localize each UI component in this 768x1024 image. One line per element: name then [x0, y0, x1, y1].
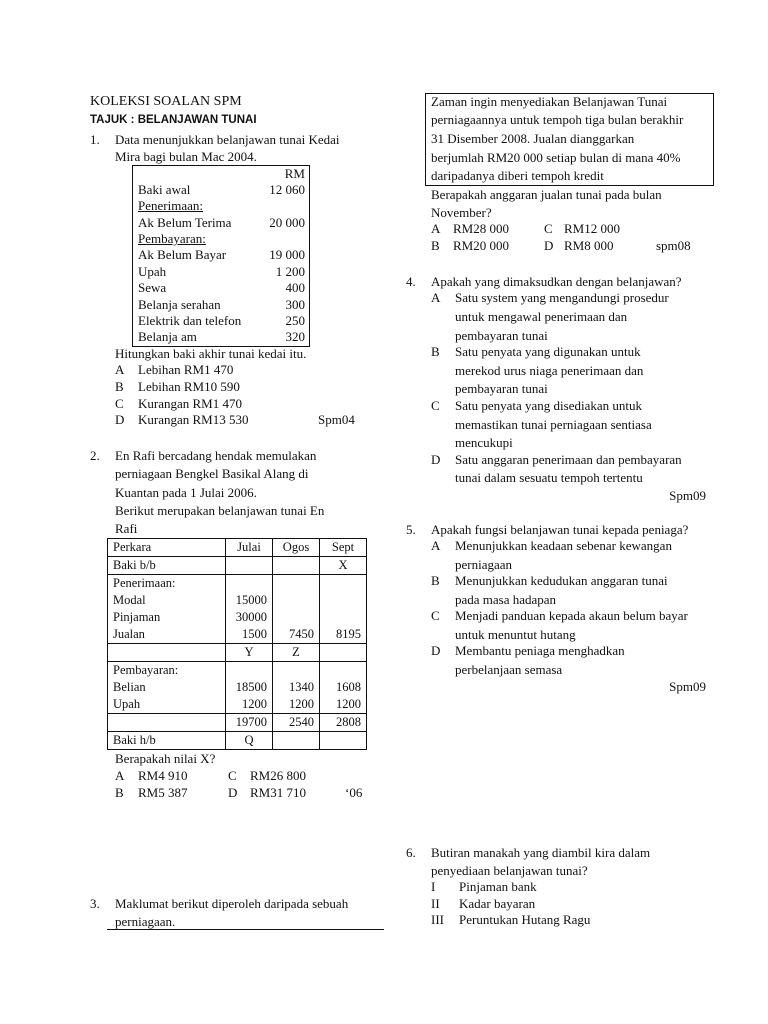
q1-row-label: Sewa [138, 280, 167, 295]
q1-option-text: Kurangan RM1 470 [138, 396, 242, 411]
q3-option-text: RM8 000 [564, 238, 614, 253]
table-cell: Baki h/b [108, 732, 226, 750]
table-cell [226, 575, 273, 593]
table-cell [320, 732, 367, 750]
q6-text: penyediaan belanjawan tunai? [431, 863, 588, 878]
q5-option-letter: A [431, 538, 441, 553]
q1-unit: RM [284, 166, 305, 181]
table-cell: X [320, 557, 367, 575]
q3-option-text: RM12 000 [564, 221, 620, 236]
q3-question: November? [431, 205, 492, 220]
q4-option-text: Satu penyata yang digunakan untuk [455, 344, 641, 359]
q1-row-value: 20 000 [269, 215, 305, 230]
q3-option-letter: C [544, 221, 553, 236]
q3-number: 3. [90, 896, 100, 911]
q1-row-value: 300 [285, 297, 305, 312]
q2-text: Kuantan pada 1 Julai 2006. [115, 485, 257, 500]
table-header: Perkara [108, 539, 226, 557]
q5-option-letter: B [431, 573, 440, 588]
topic-heading: TAJUK : BELANJAWAN TUNAI [90, 114, 257, 126]
table-cell: 19700 [226, 714, 273, 732]
q1-number: 1. [90, 132, 100, 147]
q3-option-text: RM28 000 [453, 221, 509, 236]
q5-question: Apakah fungsi belanjawan tunai kepada peniaga? [431, 522, 689, 537]
q5-source: Spm09 [669, 679, 706, 694]
q3-option-text: RM20 000 [453, 238, 509, 253]
q6-text: Butiran manakah yang diambil kira dalam [431, 845, 651, 860]
q1-row-label: Upah [138, 264, 167, 279]
q4-option-text: memastikan tunai perniagaan sentiasa [455, 417, 652, 432]
table-row [108, 732, 367, 750]
table-cell [273, 592, 320, 609]
table-row [108, 557, 367, 575]
table-cell [226, 662, 273, 680]
q2-option-letter: D [228, 785, 238, 800]
table-cell: Pembayaran: [108, 662, 226, 680]
q2-text: perniagaan Bengkel Basikal Alang di [115, 466, 309, 481]
q1-option-letter: C [115, 396, 124, 411]
q5-option-text: Menunjukkan keadaan sebenar kewangan [455, 538, 672, 553]
q6-item-text: Pinjaman bank [459, 879, 537, 894]
q3-box-text: daripadanya diberi tempoh kredit [431, 168, 604, 183]
q5-option-text: perbelanjaan semasa [455, 662, 563, 677]
table-cell [320, 644, 367, 662]
q4-option-text: tunai dalam sesuatu tempoh tertentu [455, 470, 643, 485]
table-cell: 7450 [273, 626, 320, 644]
table-cell: Jualan [108, 626, 226, 644]
q1-source: Spm04 [318, 412, 355, 427]
q3-box-text: perniagaannya untuk tempoh tiga bulan berakhir [431, 112, 684, 127]
q4-option-text: Satu anggaran penerimaan dan pembayaran [455, 452, 682, 467]
table-cell: 1500 [226, 626, 273, 644]
q2-option-letter: C [228, 768, 237, 783]
q1-row-value: 12 060 [269, 182, 305, 197]
q1-option-letter: A [115, 362, 125, 377]
q1-row-label: Penerimaan: [138, 198, 203, 213]
table-cell: Modal [108, 592, 226, 609]
table-cell: 1340 [273, 679, 320, 696]
table-row [108, 714, 367, 732]
table-cell [273, 662, 320, 680]
q4-option-letter: B [431, 344, 440, 359]
q5-option-text: perniagaan [455, 557, 513, 572]
table-cell [108, 714, 226, 732]
q1-option-text: Lebihan RM10 590 [138, 379, 240, 394]
q3-option-letter: D [544, 238, 554, 253]
table-cell [273, 575, 320, 593]
q4-option-letter: D [431, 452, 441, 467]
table-cell [273, 609, 320, 626]
q2-option-text: RM5 387 [138, 785, 188, 800]
q2-text: Berikut merupakan belanjawan tunai En [115, 503, 325, 518]
table-header: Ogos [273, 539, 320, 557]
table-row [108, 662, 367, 680]
table-cell [273, 732, 320, 750]
q1-row-label: Belanja am [138, 329, 197, 344]
q1-text: Mira bagi bulan Mac 2004. [115, 149, 257, 164]
table-cell: 1608 [320, 679, 367, 696]
q3-box-text: berjumlah RM20 000 setiap bulan di mana 40% [431, 150, 681, 165]
q5-option-letter: C [431, 608, 440, 623]
q2-option-letter: B [115, 785, 124, 800]
q2-question: Berapakah nilai X? [115, 751, 216, 766]
q2-text: En Rafi bercadang hendak memulakan [115, 448, 317, 463]
q5-number: 5. [406, 522, 416, 537]
q3-option-letter: B [431, 238, 440, 253]
q2-option-text: RM4 910 [138, 768, 188, 783]
q6-item-roman: I [431, 879, 436, 894]
q1-row-value: 400 [285, 280, 305, 295]
q6-number: 6. [406, 845, 416, 860]
q5-option-text: Menunjukkan kedudukan anggaran tunai [455, 573, 668, 588]
q4-source: Spm09 [669, 488, 706, 503]
q3-box-text: Zaman ingin menyediakan Belanjawan Tunai [431, 94, 668, 109]
table-row [108, 679, 367, 696]
table-row [108, 696, 367, 714]
q5-option-text: Menjadi panduan kepada akaun belum bayar [455, 608, 688, 623]
table-row [108, 626, 367, 644]
q1-row-value: 19 000 [269, 247, 305, 262]
table-cell: Baki b/b [108, 557, 226, 575]
table-cell: 1200 [320, 696, 367, 714]
q1-option-letter: D [115, 412, 125, 427]
q1-option-letter: B [115, 379, 124, 394]
q1-row-value: 320 [285, 329, 305, 344]
q4-option-text: untuk mengawal penerimaan dan [455, 309, 628, 324]
table-cell: 2808 [320, 714, 367, 732]
q4-option-text: merekod urus niaga penerimaan dan [455, 363, 644, 378]
table-header: Julai [226, 539, 273, 557]
table-cell [226, 557, 273, 575]
q4-option-text: pembayaran tunai [455, 381, 548, 396]
q2-text: Rafi [115, 521, 138, 536]
q1-option-text: Kurangan RM13 530 [138, 412, 249, 427]
q2-number: 2. [90, 448, 100, 463]
q2-option-letter: A [115, 768, 125, 783]
q2-cash-budget-table [107, 538, 367, 750]
q3-text: Maklumat berikut diperoleh daripada sebuah [115, 896, 349, 911]
q6-item-roman: III [431, 912, 444, 927]
table-row [108, 609, 367, 626]
table-cell: Pinjaman [108, 609, 226, 626]
q1-row-label: Baki awal [138, 182, 191, 197]
q1-row-value: 1 200 [275, 264, 305, 279]
table-cell [320, 662, 367, 680]
q6-item-text: Kadar bayaran [459, 896, 536, 911]
q1-text: Data menunjukkan belanjawan tunai Kedai [115, 132, 340, 147]
q1-row-label: Ak Belum Bayar [138, 247, 227, 262]
table-cell [273, 557, 320, 575]
q1-row-label: Belanja serahan [138, 297, 221, 312]
table-cell [108, 644, 226, 662]
q5-option-letter: D [431, 643, 441, 658]
q5-option-text: Membantu peniaga menghadkan [455, 643, 625, 658]
table-cell [320, 575, 367, 593]
table-cell [320, 609, 367, 626]
page-title: KOLEKSI SOALAN SPM [90, 94, 242, 109]
q5-option-text: untuk menuntut hutang [455, 627, 576, 642]
q3-source: spm08 [656, 238, 691, 253]
q4-option-text: pembayaran tunai [455, 328, 548, 343]
q3-question: Berapakah anggaran jualan tunai pada bulan [431, 187, 662, 202]
table-cell: 2540 [273, 714, 320, 732]
table-cell: Q [226, 732, 273, 750]
table-cell: Z [273, 644, 320, 662]
q3-text: perniagaan. [115, 914, 176, 929]
q1-option-text: Lebihan RM1 470 [138, 362, 234, 377]
table-cell [320, 592, 367, 609]
q6-item-roman: II [431, 896, 440, 911]
q4-option-letter: A [431, 290, 441, 305]
q2-source: ‘06 [345, 785, 363, 800]
table-cell: Upah [108, 696, 226, 714]
table-row [108, 575, 367, 593]
table-header: Sept [320, 539, 367, 557]
table-cell: 15000 [226, 592, 273, 609]
q1-question: Hitungkan baki akhir tunai kedai itu. [115, 346, 307, 361]
table-cell: 8195 [320, 626, 367, 644]
q4-option-text: mencukupi [455, 435, 513, 450]
table-cell: 1200 [273, 696, 320, 714]
q5-option-text: pada masa hadapan [455, 592, 557, 607]
q6-item-text: Peruntukan Hutang Ragu [459, 912, 591, 927]
q2-option-text: RM31 710 [250, 785, 306, 800]
q1-row-label: Elektrik dan telefon [138, 313, 242, 328]
q4-option-text: Satu system yang mengandungi prosedur [455, 290, 669, 305]
q1-row-label: Pembayaran: [138, 231, 206, 246]
table-cell: Belian [108, 679, 226, 696]
table-cell: Y [226, 644, 273, 662]
q4-number: 4. [406, 274, 416, 289]
q4-option-letter: C [431, 398, 440, 413]
table-cell: 18500 [226, 679, 273, 696]
q4-question: Apakah yang dimaksudkan dengan belanjawan? [431, 274, 682, 289]
table-row [108, 539, 367, 557]
q2-option-text: RM26 800 [250, 768, 306, 783]
table-cell: 30000 [226, 609, 273, 626]
q1-row-value: 250 [285, 313, 305, 328]
q3-option-letter: A [431, 221, 441, 236]
table-row [108, 592, 367, 609]
divider [107, 929, 384, 930]
q1-row-label: Ak Belum Terima [138, 215, 232, 230]
table-row [108, 644, 367, 662]
table-cell: Penerimaan: [108, 575, 226, 593]
table-cell: 1200 [226, 696, 273, 714]
q3-box-text: 31 Disember 2008. Jualan dianggarkan [431, 131, 635, 146]
q4-option-text: Satu penyata yang disediakan untuk [455, 398, 643, 413]
